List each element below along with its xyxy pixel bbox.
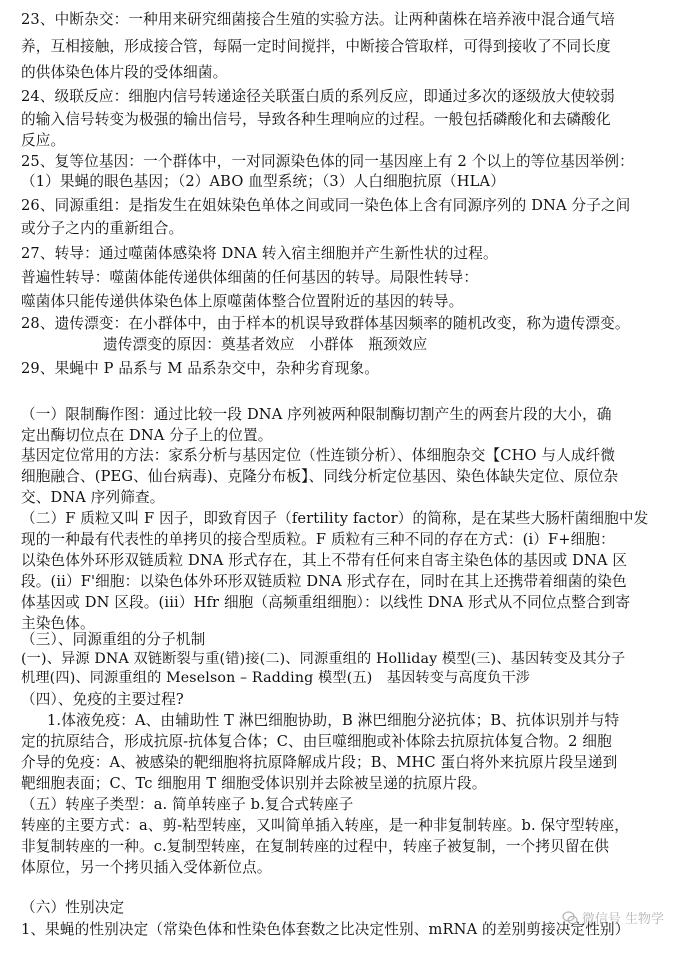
section-1-line-3: 基因定位常用的方法：家系分析与基因定位（性连锁分析）、体细胞杂交【CHO 与人成纤微 — [21, 447, 616, 464]
term-25-line-1: 25、复等位基因：一个群体中，一对同源染色体的同一基因座上有 2 个以上的等位基因举例： — [21, 153, 634, 170]
section-3-line-2: 机理(四)、同源重组的 Meselson – Radding 模型(五) 基因转变与高度负干涉 — [21, 670, 531, 686]
section-2-line-1: （二）F 质粒又叫 F 因子，即致育因子（fertility factor）的简称，是在某些大肠杆菌细胞中发 — [21, 510, 649, 527]
term-24-line-2: 的输入信号转变为极强的输出信号，导致各种生理响应的过程。一般包括磷酸化和去磷酸化 — [21, 111, 611, 128]
section-2-line-5: 体基因或 DN 区段。(iii）Hfr 细胞（高频重组细胞）：以线性 DNA 形式从不同位点整合到寄 — [21, 594, 631, 611]
term-26-line-1: 26、同源重组：是指发生在姐妹染色单体之间或同一染色体上含有同源序列的 DNA 分子之间 — [21, 197, 631, 214]
section-4-line-3: 介导的免疫：A、被感染的靶细胞将抗原降解成片段；B、MHC 蛋白将外来抗原片段呈递到 — [21, 754, 618, 771]
wechat-icon — [562, 910, 578, 926]
watermark — [562, 908, 664, 927]
section-4-line-2: 定的抗原结合，形成抗原-抗体复合体；C、由巨噬细胞或补体除去抗原抗体复合物。2 细胞 — [21, 733, 612, 750]
section-5-line-1: 转座的主要方式：a、剪-粘型转座，又叫简单插入转座，是一种非复制转座。b. 保守型转座， — [21, 817, 630, 834]
term-27-line-3: 噬菌体只能传递供体染色体上原噬菌体整合位置附近的基因的转导。 — [21, 293, 464, 310]
section-2-line-3: 以染色体外环形双链质粒 DNA 形式存在，其上不带有任何来自寄主染色体的基因或 DNA 区 — [21, 552, 628, 569]
section-5-line-2: 非复制转座的一种。c.复制型转座，在复制转座的过程中，转座子被复制，一个拷贝留在供 — [21, 838, 610, 855]
term-24-line-3: 反应。 — [21, 132, 66, 149]
term-23-line-3: 的供体染色体片段的受体细菌。 — [21, 64, 228, 81]
term-23-line-1: 23、中断杂交：一种用来研究细菌接合生殖的实验方法。让两种菌株在培养液中混合通气培 — [21, 11, 615, 28]
section-1-line-5: 交、DNA 序列筛查。 — [21, 489, 165, 506]
section-1-line-1: （一）限制酶作图：通过比较一段 DNA 序列被两种限制酶切割产生的两套片段的大小，确 — [21, 406, 612, 423]
section-2-line-6: 主染色体。 — [21, 615, 95, 632]
term-26-line-2: 或分子之内的重新组合。 — [21, 220, 184, 237]
term-25-line-2: （1）果蝇的眼色基因；（2）ABO 血型系统；（3）人白细胞抗原（HLA） — [21, 173, 505, 190]
term-28-line-2: 遗传漂变的原因：奠基者效应 小群体 瓶颈效应 — [103, 336, 428, 353]
section-6-line-1: 1、果蝇的性别决定（常染色体和性染色体套数之比决定性别、mRNA 的差别剪接决定性别） — [21, 921, 630, 938]
section-2-line-4: 段。(ii）F'细胞：以染色体外环形双链质粒 DNA 形式存在，同时在其上还携带着细菌的染色 — [21, 573, 627, 590]
term-24-line-1: 24、级联反应：细胞内信号转递途径关联蛋白质的系列反应，即通过多次的逐级放大使较弱 — [21, 88, 615, 105]
term-28-line-1: 28、遗传漂变：在小群体中，由于样本的机误导致群体基因频率的随机改变，称为遗传漂变。 — [21, 315, 630, 332]
term-27-line-2: 普遍性转导：噬菌体能传递供体细菌的任何基因的转导。局限性转导： — [21, 269, 479, 286]
section-5-line-3: 体原位，另一个拷贝插入受体新位点。 — [21, 859, 272, 876]
section-4-line-1: 1.体液免疫：A、由辅助性 T 淋巴细胞协助，B 淋巴细胞分泌抗体；B、抗体识别并与特 — [47, 712, 620, 729]
section-6-heading: （六）性别决定 — [21, 899, 125, 916]
section-5-heading: （五）转座子类型：a. 简单转座子 b.复合式转座子 — [21, 796, 354, 813]
section-3-heading: （三）、同源重组的分子机制 — [21, 631, 206, 648]
term-27-line-1: 27、转导：通过噬菌体感染将 DNA 转入宿主细胞并产生新性状的过程。 — [21, 245, 498, 262]
section-4-line-4: 靶细胞表面；C、Tc 细胞用 T 细胞受体识别并去除被呈递的抗原片段。 — [21, 775, 487, 792]
term-29-line: 29、果蝇中 P 品系与 M 品系杂交中，杂种劣育现象。 — [21, 360, 379, 377]
watermark-text: 微信号 生物学 — [581, 912, 664, 927]
section-1-line-2: 定出酶切位点在 DNA 分子上的位置。 — [21, 427, 273, 444]
section-4-heading: （四）、免疫的主要过程? — [21, 691, 184, 708]
section-1-line-4: 细胞融合、(PEG、仙台病毒)、克隆分布板】、同线分析定位基因、染色体缺失定位、原位杂 — [21, 468, 619, 485]
section-2-line-2: 现的一种最有代表性的单拷贝的接合型质粒。F 质粒有三种不同的存在方式：(i）F+细胞： — [21, 531, 615, 548]
term-23-line-2: 养，互相接触，形成接合管，每隔一定时间搅拌，中断接合管取样，可得到接收了不同长度 — [21, 38, 611, 55]
section-3-line-1: (一)、异源 DNA 双链断裂与重(错)接(二)、同源重组的 Holliday 模型(三)、基因转变及其分子 — [21, 651, 626, 667]
